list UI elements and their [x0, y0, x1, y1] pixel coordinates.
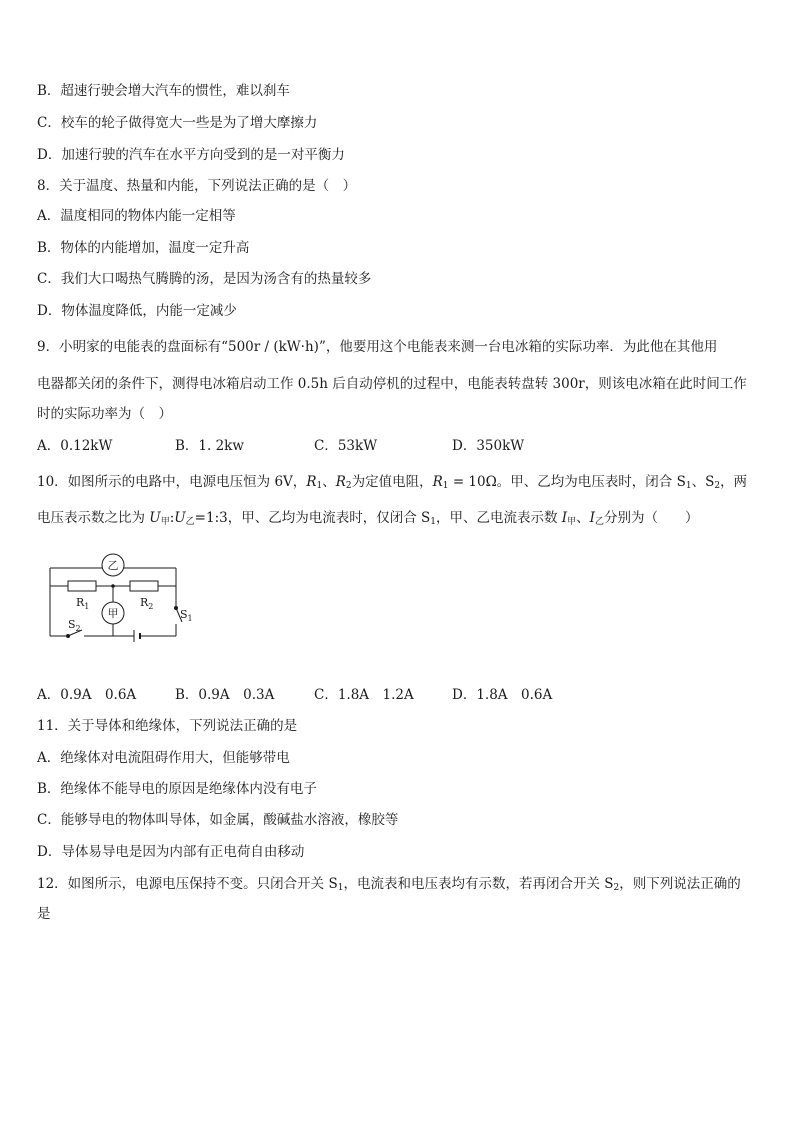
q11-option-c: C．能够导电的物体叫导体，如金属，酸碱盐水溶液，橡胶等 — [37, 812, 399, 828]
q11-option-d: D．导体易导电是因为内部有正电荷自由移动 — [37, 844, 305, 860]
q7-option-b: B．超速行驶会增大汽车的惯性，难以刹车 — [37, 83, 290, 99]
label-r1: $R_1$ — [76, 596, 90, 611]
meter-top-label: 乙 — [107, 559, 119, 572]
q7-option-d: D．加速行驶的汽车在水平方向受到的是一对平衡力 — [37, 147, 345, 163]
q10-option-d: D．1.8A 0.6A — [452, 687, 553, 703]
q8-stem: 8．关于温度、热量和内能，下列说法正确的是（ ） — [37, 178, 357, 194]
q8-option-a: A．温度相同的物体内能一定相等 — [37, 208, 236, 224]
q10-option-b: B．0.9A 0.3A — [175, 687, 275, 703]
resistor-r2 — [130, 581, 158, 591]
q9-option-b: B．1. 2kw — [175, 438, 244, 454]
meter-mid-label: 甲 — [107, 607, 119, 620]
q10-option-c: C．1.8A 1.2A — [314, 687, 414, 703]
circuit-diagram — [40, 548, 200, 652]
q11-stem: 11．关于导体和绝缘体，下列说法正确的是 — [37, 718, 298, 734]
junction-dot — [111, 584, 115, 588]
q10-stem-line1: 10．如图所示的电路中，电源电压恒为 6V，$R_1$、$R_2$为定值电阻，$R_1 = 10\Omega$。甲、乙均为电压表时，闭合 $S_1$、$S_2$，两 — [37, 474, 748, 491]
q8-option-b: B．物体的内能增加，温度一定升高 — [37, 240, 250, 256]
q11-option-b: B．绝缘体不能导电的原因是绝缘体内没有电子 — [37, 781, 317, 797]
label-s1: $S_1$ — [180, 608, 193, 623]
q10-stem-line2: 电压表示数之比为 $U_甲:U_乙=1:3$，甲、乙均为电流表时，仅闭合 $S_1$，甲、乙电流表示数 $I_甲$、$I_乙$分别为（ ） — [37, 510, 699, 527]
label-r2: $R_2$ — [140, 596, 154, 611]
q9-option-d: D．350kW — [452, 438, 525, 454]
q12-stem-line2: 是 — [37, 906, 51, 922]
q11-option-a: A．绝缘体对电流阻碍作用大，但能够带电 — [37, 750, 290, 766]
q8-option-c: C．我们大口喝热气腾腾的汤，是因为汤含有的热量较多 — [37, 271, 372, 287]
resistor-r1 — [68, 581, 96, 591]
q9-option-c: C．53kW — [314, 438, 378, 454]
q8-option-d: D．物体温度降低，内能一定减少 — [37, 303, 237, 319]
q12-stem-line1: 12．如图所示，电源电压保持不变。只闭合开关 $S_1$，电流表和电压表均有示数，若再闭合开关 $S_2$，则下列说法正确的 — [37, 876, 741, 893]
q10-option-a: A．0.9A 0.6A — [37, 687, 137, 703]
q9-stem-line1: 9．小明家的电能表的盘面标有“500r / (kW·h)”，他要用这个电能表来测一台电冰箱的实际功率．为此他在其他用 — [37, 339, 718, 355]
q9-unit: 500r / (kW·h) — [228, 339, 319, 355]
q9-stem-line2: 电器都关闭的条件下，测得电冰箱启动工作 0.5h 后自动停机的过程中，电能表转盘转 300r，则该电冰箱在此时间工作 — [37, 376, 747, 392]
label-s2: $S_2$ — [68, 618, 81, 633]
q7-option-c: C．校车的轮子做得宽大一些是为了增大摩擦力 — [37, 115, 318, 131]
q9-stem-line3: 时的实际功率为（ ） — [37, 406, 172, 422]
q9-option-a: A．0.12kW — [37, 438, 113, 454]
q10-equation: R — [432, 474, 443, 490]
